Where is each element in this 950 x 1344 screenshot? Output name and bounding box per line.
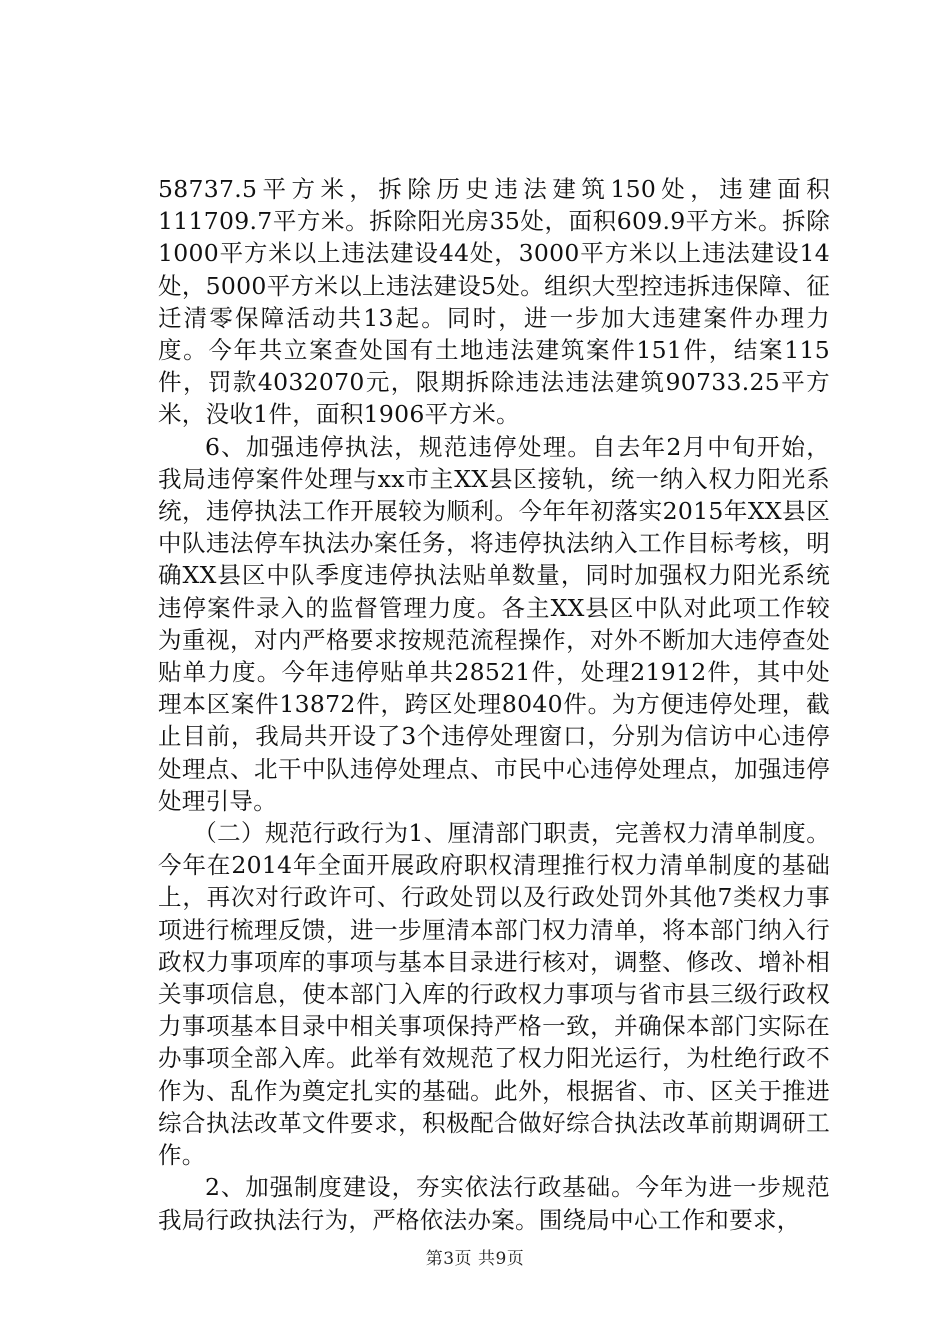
paragraph-system-building: 2、加强制度建设，夯实依法行政基础。今年为进一步规范我局行政执法行为，严格依法办案。围绕局中心工作和要求，: [158, 1173, 830, 1234]
paragraph-administrative-conduct: （二）规范行政行为1、厘清部门职责，完善权力清单制度。今年在2014年全面开展政府职权清理推行权力清单制度的基础上，再次对行政许可、行政处罚以及行政处罚外其他7类权力事项进行梳理反馈，进一步厘清本部门权力清单，将本部门纳入行政权力事项库的事项与基本目录进行核对，调整、修改、增补相关事项信息，使本部门入库的行政权力事项与省市县三级行政权力事项基本目录中相关事项保持严格一致，并确保本部门实际在办事项全部入库。此举有效规范了权力阳光运行，为杜绝行政不作为、乱作为奠定扎实的基础。此外，根据省、市、区关于推进综合执法改革文件要求，积极配合做好综合执法改革前期调研工作。: [158, 819, 830, 1170]
paragraph-demolition-stats: 58737.5平方米，拆除历史违法建筑150处，违建面积111709.7平方米。拆除阳光房35处，面积609.9平方米。拆除1000平方米以上违法建设44处，3000平方米以上违法建设14处，5000平方米以上违法建设5处。组织大型控违拆违保障、征迁清零保障活动共13起。同时，进一步加大违建案件办理力度。今年共立案查处国有土地违法建筑案件151件，结案115件，罚款4032070元，限期拆除违法违法建筑90733.25平方米，没收1件，面积1906平方米。: [158, 175, 830, 429]
page-number-footer: 第3页 共9页: [425, 1249, 525, 1269]
document-body: [158, 173, 830, 1236]
paragraph-parking-enforcement: 6、加强违停执法，规范违停处理。自去年2月中旬开始，我局违停案件处理与xx市主XX县区接轨，统一纳入权力阳光系统，违停执法工作开展较为顺利。今年年初落实2015年XX县区中队违法停车执法办案任务，将违停执法纳入工作目标考核，明确XX县区中队季度违停执法贴单数量，同时加强权力阳光系统违停案件录入的监督管理力度。各主XX县区中队对此项工作较为重视，对内严格要求按规范流程操作，对外不断加大违停查处贴单力度。今年违停贴单共28521件，处理21912件，其中处理本区案件13872件，跨区处理8040件。为方便违停处理，截止目前，我局共开设了3个违停处理窗口，分别为信访中心违停处理点、北干中队违停处理点、市民中心违停处理点，加强违停处理引导。: [158, 432, 830, 815]
